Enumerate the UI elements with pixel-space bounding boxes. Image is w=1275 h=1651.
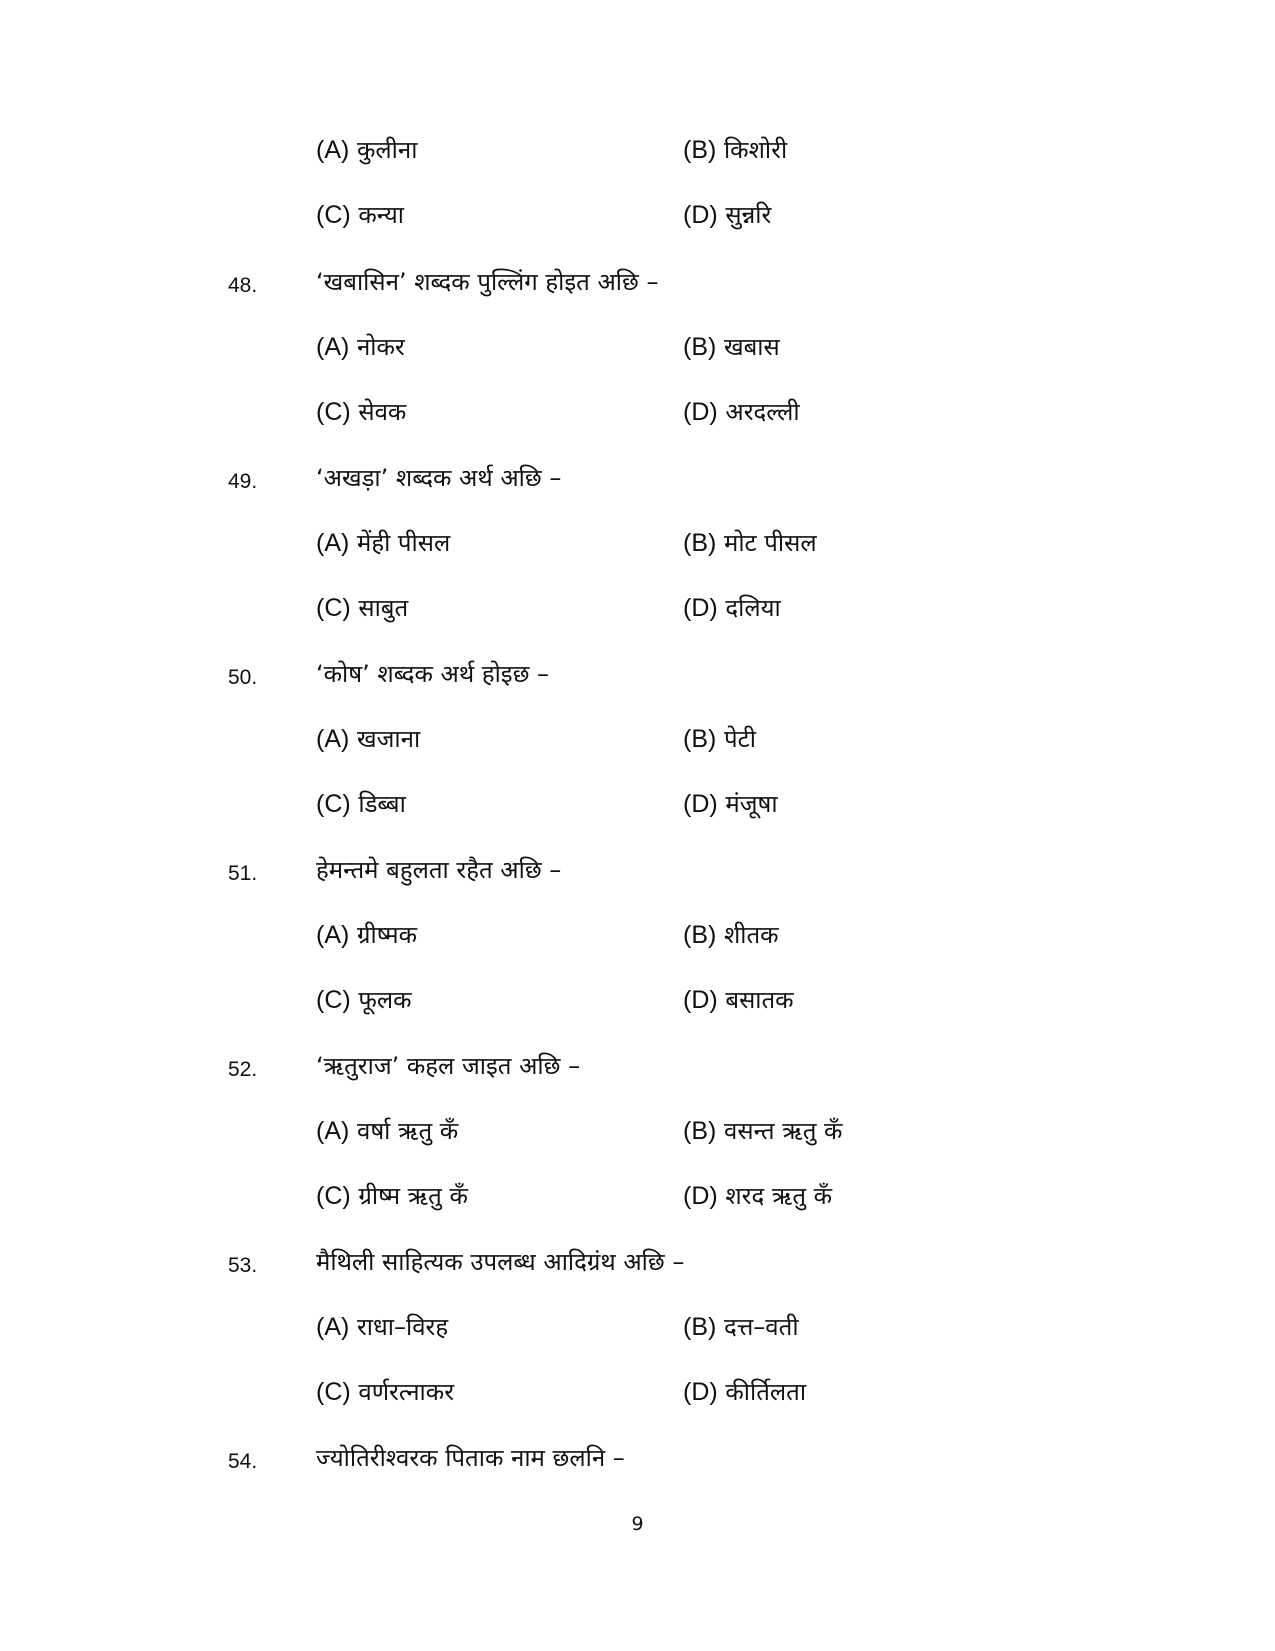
question-51 [0, 850, 1275, 1020]
option-row [0, 719, 1275, 759]
option-row [0, 195, 1275, 235]
option-b: (B) किशोरी [683, 136, 788, 164]
question-text: ज्योतिरीश्वरक पिताक नाम छलनि – [316, 1444, 625, 1472]
question-line [0, 1438, 1275, 1478]
option-d: (D) सुन्नरि [683, 201, 772, 229]
option-b: (B) वसन्त ऋतु कँ [683, 1117, 843, 1145]
question-number: 52. [228, 1058, 258, 1081]
question-line [0, 262, 1275, 302]
option-d: (D) शरद ऋतु कँ [683, 1182, 833, 1210]
option-c: (C) सेवक [316, 398, 407, 426]
option-row [0, 915, 1275, 955]
question-line [0, 654, 1275, 694]
question-50 [0, 654, 1275, 824]
page-number: 9 [631, 1513, 644, 1535]
option-c: (C) डिब्बा [316, 790, 406, 818]
option-c: (C) कन्या [316, 201, 405, 229]
option-a: (A) खजाना [316, 725, 421, 753]
option-c: (C) साबुत [316, 594, 409, 622]
question-number: 49. [228, 470, 258, 493]
option-row [0, 980, 1275, 1020]
question-text: ‘अखड़ा’ शब्दक अर्थ अछि – [316, 464, 562, 492]
question-52 [0, 1046, 1275, 1216]
option-a: (A) राधा–विरह [316, 1313, 449, 1341]
option-d: (D) मंजूषा [683, 790, 778, 818]
question-text: ‘खबासिन’ शब्दक पुल्लिंग होइत अछि – [316, 268, 659, 296]
question-number: 50. [228, 666, 258, 689]
question-54 [0, 1438, 1275, 1478]
option-b: (B) खबास [683, 333, 780, 361]
option-row [0, 588, 1275, 628]
question-line [0, 1242, 1275, 1282]
option-row [0, 130, 1275, 170]
option-row [0, 784, 1275, 824]
question-48 [0, 262, 1275, 432]
option-b: (B) मोट पीसल [683, 529, 817, 557]
option-c: (C) वर्णरत्नाकर [316, 1378, 455, 1406]
option-d: (D) कीर्तिलता [683, 1378, 807, 1406]
option-d: (D) बसातक [683, 986, 794, 1014]
question-53 [0, 1242, 1275, 1412]
question-text: हेमन्तमे बहुलता रहैत अछि – [316, 856, 562, 884]
option-row [0, 392, 1275, 432]
question-line [0, 1046, 1275, 1086]
option-row [0, 523, 1275, 563]
question-text: ‘कोष’ शब्दक अर्थ होइछ – [316, 660, 550, 688]
option-row [0, 1372, 1275, 1412]
question-number: 53. [228, 1254, 258, 1277]
question-number: 48. [228, 274, 258, 297]
question-text: ‘ऋतुराज’ कहल जाइत अछि – [316, 1052, 581, 1080]
option-b: (B) शीतक [683, 921, 779, 949]
option-b: (B) दत्त–वती [683, 1313, 799, 1341]
question-line [0, 458, 1275, 498]
option-c: (C) फूलक [316, 986, 412, 1014]
option-a: (A) ग्रीष्मक [316, 921, 418, 949]
option-c: (C) ग्रीष्म ऋतु कँ [316, 1182, 468, 1210]
option-a: (A) मेंही पीसल [316, 529, 451, 557]
question-line [0, 850, 1275, 890]
option-a: (A) कुलीना [316, 136, 418, 164]
option-row [0, 1111, 1275, 1151]
question-number: 54. [228, 1450, 258, 1473]
option-a: (A) नोकर [316, 333, 405, 361]
question-49 [0, 458, 1275, 628]
option-b: (B) पेटी [683, 725, 756, 753]
option-a: (A) वर्षा ऋतु कँ [316, 1117, 459, 1145]
option-row [0, 327, 1275, 367]
question-text: मैथिली साहित्यक उपलब्ध आदिग्रंथ अछि – [316, 1248, 685, 1276]
option-row [0, 1307, 1275, 1347]
option-d: (D) दलिया [683, 594, 781, 622]
option-d: (D) अरदल्ली [683, 398, 800, 426]
question-number: 51. [228, 862, 258, 885]
option-row [0, 1176, 1275, 1216]
carryover-options [0, 130, 1275, 235]
